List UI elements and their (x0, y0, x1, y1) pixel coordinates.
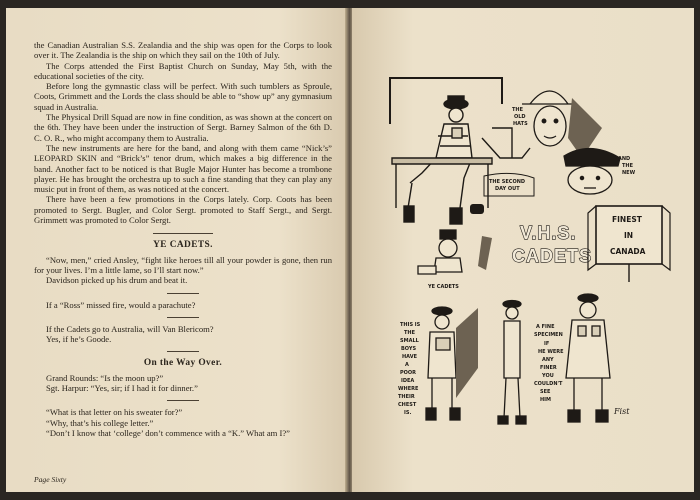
sign-line: IN (624, 231, 634, 240)
heading-way-over: On the Way Over. (143, 358, 223, 369)
divider (153, 233, 213, 234)
paragraph: The Corps attended the First Baptist Church on Sunday, May 5th, with the educational societies of the city. (34, 60, 332, 81)
way-over-line: Grand Rounds: “Is the moon up?” (46, 372, 164, 383)
artist-signature: Fist (614, 407, 630, 416)
seated-soldier-drawing (392, 96, 512, 224)
title-vhs: V.H.S. (520, 223, 577, 243)
middle-soldier-drawing (498, 301, 526, 425)
svg-text:YOU: YOU (542, 373, 554, 379)
sign-line: CANADA (610, 247, 646, 256)
left-page (6, 8, 347, 492)
svg-text:IS.: IS. (404, 410, 412, 416)
label-old-hats: OLD (514, 114, 526, 120)
cartoon-illustrations (352, 8, 694, 492)
label-second-day: DAY OUT (495, 186, 520, 192)
paragraph: The new instruments are here for the band, and along with them came “Nick’s” LEOPARD SKIN and “Brick’s” tenor drum, which makes a big difference in the band. Another fact to be noticed is that Bugle Major Hunter has become a trombone player. He has brought the orchestra up to such a fine standing that they can play any music put in front of them, as was noticed at the concert. (34, 142, 332, 195)
svg-text:WHERE: WHERE (398, 386, 419, 392)
label-ye-cadets: YE CADETS (428, 284, 459, 290)
right-soldier-drawing (566, 294, 610, 422)
paragraph: the Canadian Australian S.S. Zealandia and the ship was open for the Corps to look over it. The Zealandia is the ship on which they sail on the 10th of July. (34, 40, 332, 61)
divider (167, 351, 199, 352)
svg-text:SMALL: SMALL (400, 338, 419, 344)
letter-line: “Why, that’s his college letter.” (46, 417, 154, 428)
page-number: Page Sixty (34, 475, 67, 484)
new-cap-face-drawing (564, 148, 620, 194)
joke-goode-question: If the Cadets go to Australia, will Van Blericom? (46, 323, 214, 334)
divider (167, 293, 199, 294)
svg-text:IDEA: IDEA (401, 378, 415, 384)
left-soldier-drawing (426, 307, 478, 420)
svg-text:BOYS: BOYS (401, 346, 417, 352)
svg-text:SPECIMEN: SPECIMEN (534, 332, 563, 338)
svg-text:POOR: POOR (400, 370, 417, 376)
divider (167, 317, 199, 318)
letter-line: “Don’t I know that ‘college’ don’t commence with a “K.” What am I?” (46, 427, 290, 438)
paragraph: There have been a few promotions in the Corps lately. Corp. Coots has been promoted to Sergt. Bugler, and Color Sergt. promoted to Staff Sergt., and Sergt. Grimmett was promoted to Color Sergt. (34, 194, 332, 226)
heading-ye-cadets: YE CADETS. (153, 240, 213, 251)
right-page (352, 8, 694, 492)
svg-text:HAVE: HAVE (402, 354, 417, 360)
svg-text:CHEST: CHEST (398, 402, 417, 408)
svg-text:IF: IF (544, 341, 550, 347)
cadets-line: Davidson picked up his drum and beat it. (46, 275, 188, 286)
bucket-icon (470, 204, 484, 214)
label-second-day: THE SECOND (489, 179, 526, 185)
svg-text:HE WERE: HE WERE (538, 349, 564, 355)
label-and-new: AND (618, 156, 631, 162)
svg-text:THE: THE (404, 330, 416, 336)
paragraph: Before long the gymnastic class will be perfect. With such tumblers as Sproule, Coots, Grimmett and the Lords the class should be able to “show up” any gymnasium squad in Australia. (34, 81, 332, 112)
label-old-hats: THE (512, 107, 524, 113)
letter-line: “What is that letter on his sweater for?” (46, 407, 183, 418)
joke-ross: If a “Ross” missed fire, would a parachute? (46, 299, 196, 310)
left-soldier-caption (398, 322, 421, 416)
label-and-new: THE (622, 163, 634, 169)
svg-text:THIS IS: THIS IS (400, 322, 421, 328)
paragraph: The Physical Drill Squad are now in fine condition, as was shown at the concert on the 6th. They have been under the instruction of Sergt. Barney Salmon of the 6th D. C. O. R., who might accompany them to Australia. (34, 112, 332, 143)
svg-text:A: A (405, 362, 409, 368)
ye-cadet-bust-drawing (418, 230, 492, 274)
middle-soldier-caption (534, 324, 564, 403)
label-and-new: NEW (622, 170, 636, 176)
sign-line: FINEST (612, 215, 642, 224)
divider (167, 400, 199, 401)
svg-text:FINER: FINER (540, 365, 557, 371)
joke-goode-answer: Yes, if he’s Goode. (46, 334, 112, 345)
left-text-column (34, 40, 332, 438)
cadets-line: “Now, men,” cried Ansley, “fight like heroes till all your powder is gone, then run for your lives. I’m a little lame, so I’ll start now.” (34, 254, 332, 275)
svg-text:ANY: ANY (542, 357, 554, 363)
svg-text:A FINE: A FINE (536, 324, 555, 330)
svg-text:COULDN'T: COULDN'T (534, 381, 563, 387)
title-cadets: CADETS (512, 246, 593, 266)
svg-text:THEIR: THEIR (398, 394, 415, 400)
svg-text:SEE: SEE (540, 389, 551, 395)
label-old-hats: HATS (513, 121, 528, 127)
way-over-line: Sgt. Harpur: “Yes, sir; if I had it for dinner.” (46, 383, 198, 394)
svg-text:HIM: HIM (540, 397, 552, 403)
